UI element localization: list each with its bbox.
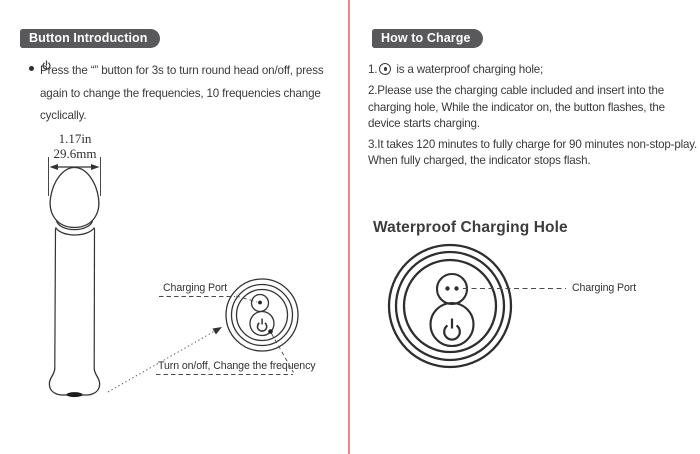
turn-onoff-leader <box>272 334 294 373</box>
arrowhead-right <box>91 164 100 170</box>
measurement-inches: 1.17in <box>58 131 92 146</box>
device-head-outline <box>50 168 99 228</box>
left-leader-lines <box>108 296 294 392</box>
device-body-left <box>55 229 56 369</box>
arrowhead-left <box>50 164 59 170</box>
detail-ring-middle <box>232 285 293 346</box>
pointer-arrowhead <box>213 327 223 335</box>
instruction-line-2: again to change the frequencies, 10 frequencies change <box>40 86 321 100</box>
detail-button-marker-dot <box>268 329 273 334</box>
instruction-text: ” button for 3s to turn round head on/off, press <box>94 64 324 77</box>
pointer-dotted-line <box>108 332 214 393</box>
waterproof-charging-hole-title: Waterproof Charging Hole <box>373 219 568 236</box>
step-3-line: 3.It takes 120 minutes to fully charge for 90 minutes non-stop-play. <box>368 138 698 152</box>
hole-ring-middle <box>396 252 504 360</box>
charging-port-label-right: Charging Port <box>572 282 637 294</box>
charging-port-label-left: Charging Port <box>163 282 228 294</box>
device-base-outline <box>49 368 99 395</box>
device-diagram <box>49 157 101 397</box>
step-2-line: device starts charging. <box>368 116 480 130</box>
instruction-line-3: cyclically. <box>40 109 87 122</box>
step-text: is a waterproof charging hole; <box>393 63 544 76</box>
step-2-line: 2.Please use the charging cable included and insert into the <box>368 84 664 98</box>
turn-onoff-label: Turn on/off, Change the frequency <box>158 360 316 372</box>
charging-pin-dot-right <box>454 286 458 290</box>
detail-ring-inner <box>237 290 288 341</box>
device-body-top <box>56 228 95 236</box>
step-2-line: charging hole, While the indicator on, the button flashes, the <box>368 100 665 114</box>
charging-pin-dot-left <box>445 286 449 290</box>
button-detail-view <box>226 279 298 351</box>
hole-top-circle <box>437 274 467 304</box>
instruction-text: Press the “ <box>40 64 95 77</box>
step-3-line: When fully charged, the indicator stops flash. <box>368 154 591 168</box>
measurement-millimeters: 29.6mm <box>53 146 97 161</box>
button-introduction-header: Button Introduction <box>20 29 160 48</box>
detail-charging-hole-dot <box>258 301 262 305</box>
hole-ring-outer <box>389 245 511 367</box>
charging-hole-diagram <box>389 245 511 367</box>
device-base-port <box>67 392 83 397</box>
step-text: 1. <box>368 63 378 76</box>
how-to-charge-header: How to Charge <box>372 29 483 48</box>
